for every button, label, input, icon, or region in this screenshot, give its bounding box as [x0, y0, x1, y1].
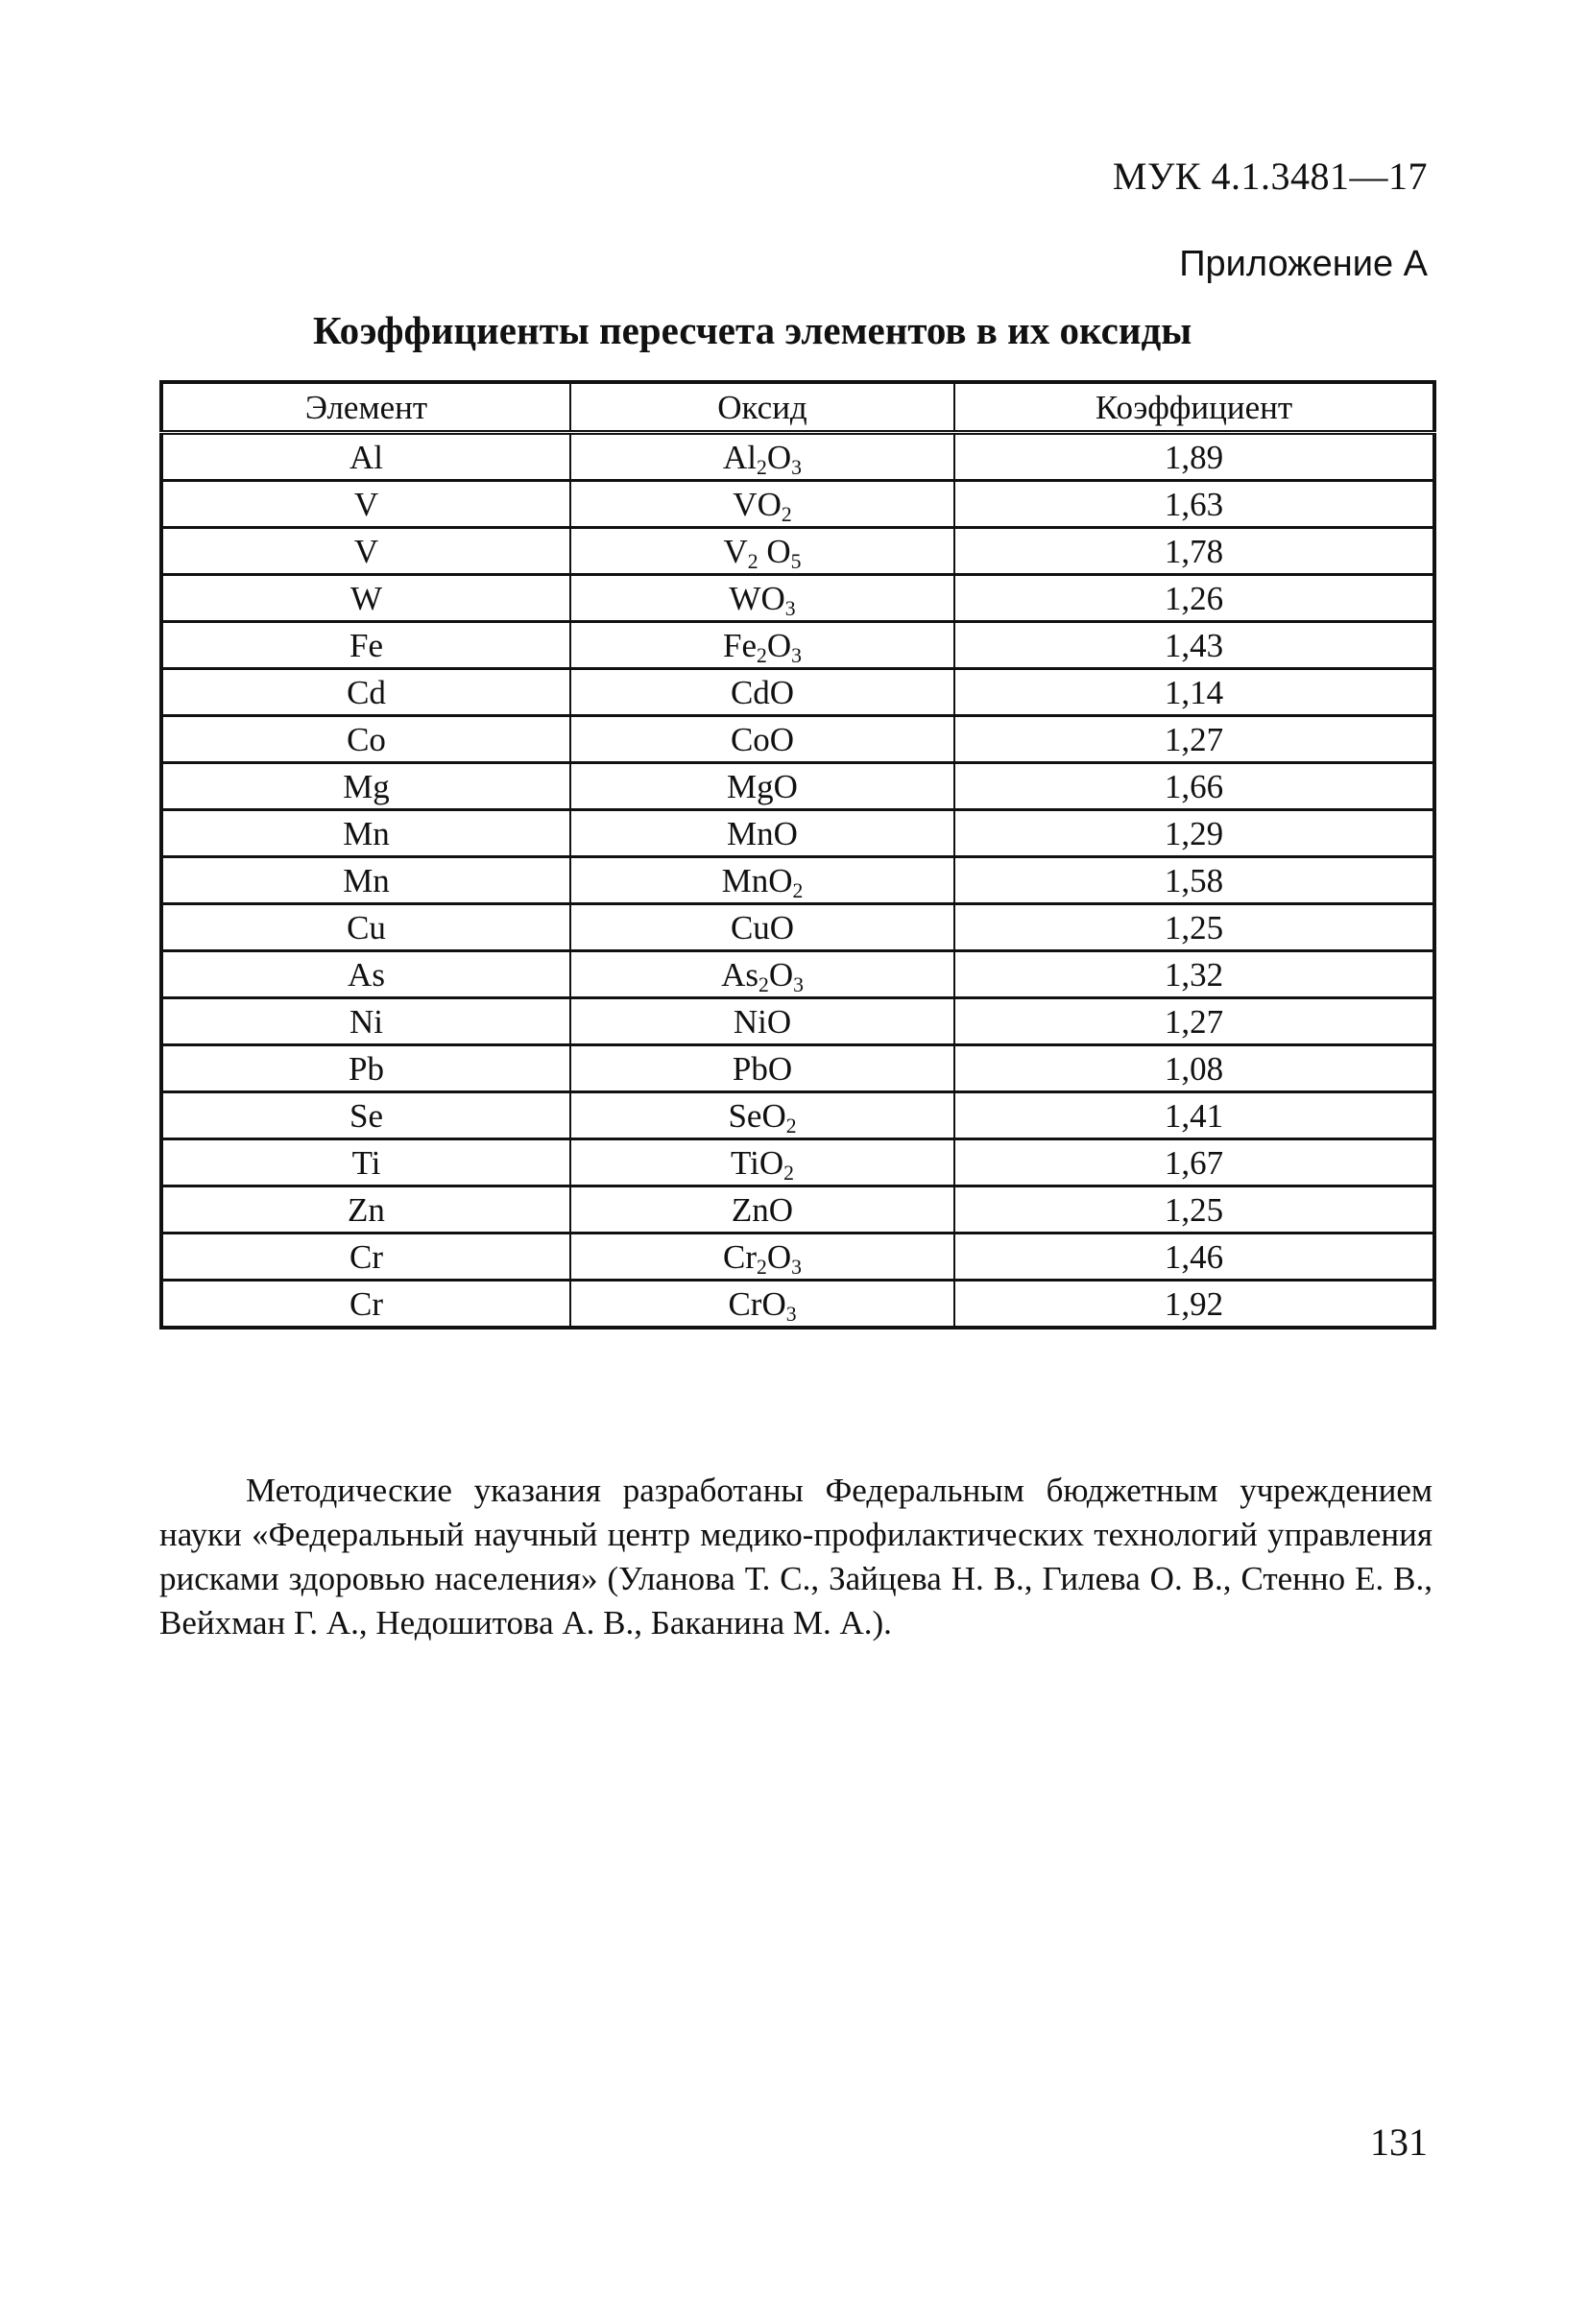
table-row — [161, 904, 1434, 951]
table-row — [161, 1139, 1434, 1186]
oxide-subscript: 3 — [791, 643, 802, 667]
oxide-symbol: Cr — [723, 1237, 758, 1276]
element-cell: Fe — [161, 622, 570, 669]
oxide-subscript: 3 — [793, 972, 804, 996]
coefficient-cell: 1,27 — [954, 716, 1434, 763]
oxide-subscript: 3 — [791, 1255, 802, 1279]
table-row — [161, 1092, 1434, 1139]
element-cell: Cu — [161, 904, 570, 951]
oxide-cell — [570, 622, 954, 669]
table-header-row — [161, 382, 1434, 433]
element-cell: Al — [161, 433, 570, 481]
oxide-subscript: 3 — [785, 1302, 797, 1326]
oxide-cell — [570, 1139, 954, 1186]
authors-note: Методические указания разработаны Федеральным бюджетным учреждением науки «Федеральный научный центр медико-профилактических технологий управления рисками здоровью населения» (Уланова Т. С., Зайцева Н. В., Гилева О. В., Стенно Е. В., Вейхман Г. А., Недошитова А. В., Баканина М. А.). — [159, 1472, 1433, 1641]
element-cell: Cr — [161, 1234, 570, 1281]
oxide-cell — [570, 669, 954, 716]
oxide-cell — [570, 1186, 954, 1234]
table-row — [161, 810, 1434, 857]
coefficient-cell: 1,67 — [954, 1139, 1434, 1186]
oxide-subscript: 2 — [792, 878, 804, 902]
coefficient-cell: 1,27 — [954, 998, 1434, 1045]
oxide-cell — [570, 716, 954, 763]
oxide-subscript: 2 — [757, 643, 767, 667]
oxide-cell — [570, 857, 954, 904]
coefficient-cell: 1,46 — [954, 1234, 1434, 1281]
oxide-subscript: 2 — [757, 455, 767, 479]
table-row — [161, 716, 1434, 763]
oxide-symbol: Cr — [728, 1284, 762, 1323]
coefficient-cell: 1,89 — [954, 433, 1434, 481]
table-row — [161, 1045, 1434, 1092]
oxide-symbol: As — [721, 955, 758, 994]
oxide-symbol: O — [761, 1096, 786, 1135]
oxide-subscript: 3 — [791, 455, 802, 479]
oxide-cell — [570, 998, 954, 1045]
oxide-symbol: ZnO — [731, 1190, 794, 1229]
table-body — [161, 433, 1434, 1329]
coefficient-cell: 1,41 — [954, 1092, 1434, 1139]
oxide-symbol: NiO — [733, 1002, 792, 1041]
table-row — [161, 669, 1434, 716]
oxide-cell — [570, 810, 954, 857]
element-cell: Cd — [161, 669, 570, 716]
oxide-symbol: W — [729, 579, 761, 617]
oxide-cell — [570, 433, 954, 481]
coefficient-cell: 1,63 — [954, 481, 1434, 528]
oxide-cell — [570, 1045, 954, 1092]
oxide-cell — [570, 528, 954, 575]
oxide-symbol: PbO — [732, 1049, 793, 1088]
column-header-element: Элемент — [161, 382, 570, 433]
conversion-coefficients-table — [159, 380, 1436, 1330]
coefficient-cell: 1,78 — [954, 528, 1434, 575]
table-row — [161, 575, 1434, 622]
oxide-symbol: O — [768, 955, 794, 994]
oxide-symbol: O — [758, 1143, 784, 1182]
oxide-subscript: 2 — [758, 972, 769, 996]
oxide-symbol: O — [757, 485, 782, 523]
oxide-symbol: V — [723, 532, 748, 570]
oxide-symbol: CuO — [730, 908, 795, 946]
element-cell: Co — [161, 716, 570, 763]
oxide-cell — [570, 481, 954, 528]
oxide-symbol: O — [766, 626, 792, 664]
column-header-coefficient: Коэффициент — [954, 382, 1434, 433]
coefficient-cell: 1,14 — [954, 669, 1434, 716]
element-cell: Ni — [161, 998, 570, 1045]
coefficient-cell: 1,25 — [954, 1186, 1434, 1234]
element-cell: Mn — [161, 857, 570, 904]
appendix-label: Приложение А — [1179, 244, 1428, 284]
oxide-cell — [570, 904, 954, 951]
oxide-cell — [570, 1234, 954, 1281]
oxide-symbol: O — [758, 532, 791, 570]
oxide-symbol: O — [766, 1237, 792, 1276]
oxide-subscript: 2 — [747, 549, 758, 573]
coefficient-cell: 1,32 — [954, 951, 1434, 998]
oxide-subscript: 2 — [757, 1255, 767, 1279]
oxide-symbol: MgO — [727, 767, 798, 805]
oxide-symbol: O — [766, 438, 792, 476]
element-cell: Ti — [161, 1139, 570, 1186]
oxide-symbol: Fe — [723, 626, 758, 664]
coefficient-cell: 1,08 — [954, 1045, 1434, 1092]
oxide-cell — [570, 1092, 954, 1139]
oxide-symbol: Mn — [721, 861, 769, 899]
element-cell: V — [161, 481, 570, 528]
coefficient-cell: 1,26 — [954, 575, 1434, 622]
element-cell: Pb — [161, 1045, 570, 1092]
element-cell: V — [161, 528, 570, 575]
document-code: МУК 4.1.3481—17 — [1112, 155, 1428, 198]
oxide-symbol: CoO — [730, 720, 795, 758]
oxide-symbol: MnO — [727, 814, 798, 852]
oxide-subscript: 2 — [783, 1161, 794, 1185]
oxide-cell — [570, 575, 954, 622]
element-cell: Se — [161, 1092, 570, 1139]
table-row — [161, 763, 1434, 810]
coefficient-cell: 1,25 — [954, 904, 1434, 951]
oxide-symbol: O — [761, 1284, 786, 1323]
table-row — [161, 951, 1434, 998]
oxide-cell — [570, 951, 954, 998]
table-row — [161, 481, 1434, 528]
table-row — [161, 1186, 1434, 1234]
coefficient-cell: 1,92 — [954, 1281, 1434, 1329]
table-title: Коэффициенты пересчета элементов в их оксиды — [313, 308, 1192, 352]
oxide-symbol: Ti — [731, 1143, 759, 1182]
table-row — [161, 1234, 1434, 1281]
coefficient-cell: 1,43 — [954, 622, 1434, 669]
element-cell: Mn — [161, 810, 570, 857]
column-header-oxide: Оксид — [570, 382, 954, 433]
table-row — [161, 528, 1434, 575]
element-cell: Cr — [161, 1281, 570, 1329]
oxide-subscript: 5 — [790, 549, 802, 573]
element-cell: Mg — [161, 763, 570, 810]
table-row — [161, 998, 1434, 1045]
oxide-symbol: O — [768, 861, 793, 899]
coefficient-cell: 1,66 — [954, 763, 1434, 810]
element-cell: As — [161, 951, 570, 998]
table-row — [161, 1281, 1434, 1329]
element-cell: W — [161, 575, 570, 622]
oxide-subscript: 2 — [781, 502, 792, 526]
coefficient-cell: 1,29 — [954, 810, 1434, 857]
oxide-symbol: Se — [728, 1096, 762, 1135]
oxide-subscript: 3 — [784, 596, 796, 620]
page-number: 131 — [1370, 2120, 1428, 2164]
oxide-cell — [570, 763, 954, 810]
oxide-subscript: 2 — [785, 1114, 797, 1138]
oxide-symbol: V — [733, 485, 758, 523]
oxide-symbol: CdO — [730, 673, 795, 711]
table-row — [161, 857, 1434, 904]
element-cell: Zn — [161, 1186, 570, 1234]
oxide-symbol: Al — [723, 438, 758, 476]
table-row — [161, 622, 1434, 669]
oxide-cell — [570, 1281, 954, 1329]
coefficient-cell: 1,58 — [954, 857, 1434, 904]
table-row — [161, 433, 1434, 481]
oxide-symbol: O — [760, 579, 785, 617]
